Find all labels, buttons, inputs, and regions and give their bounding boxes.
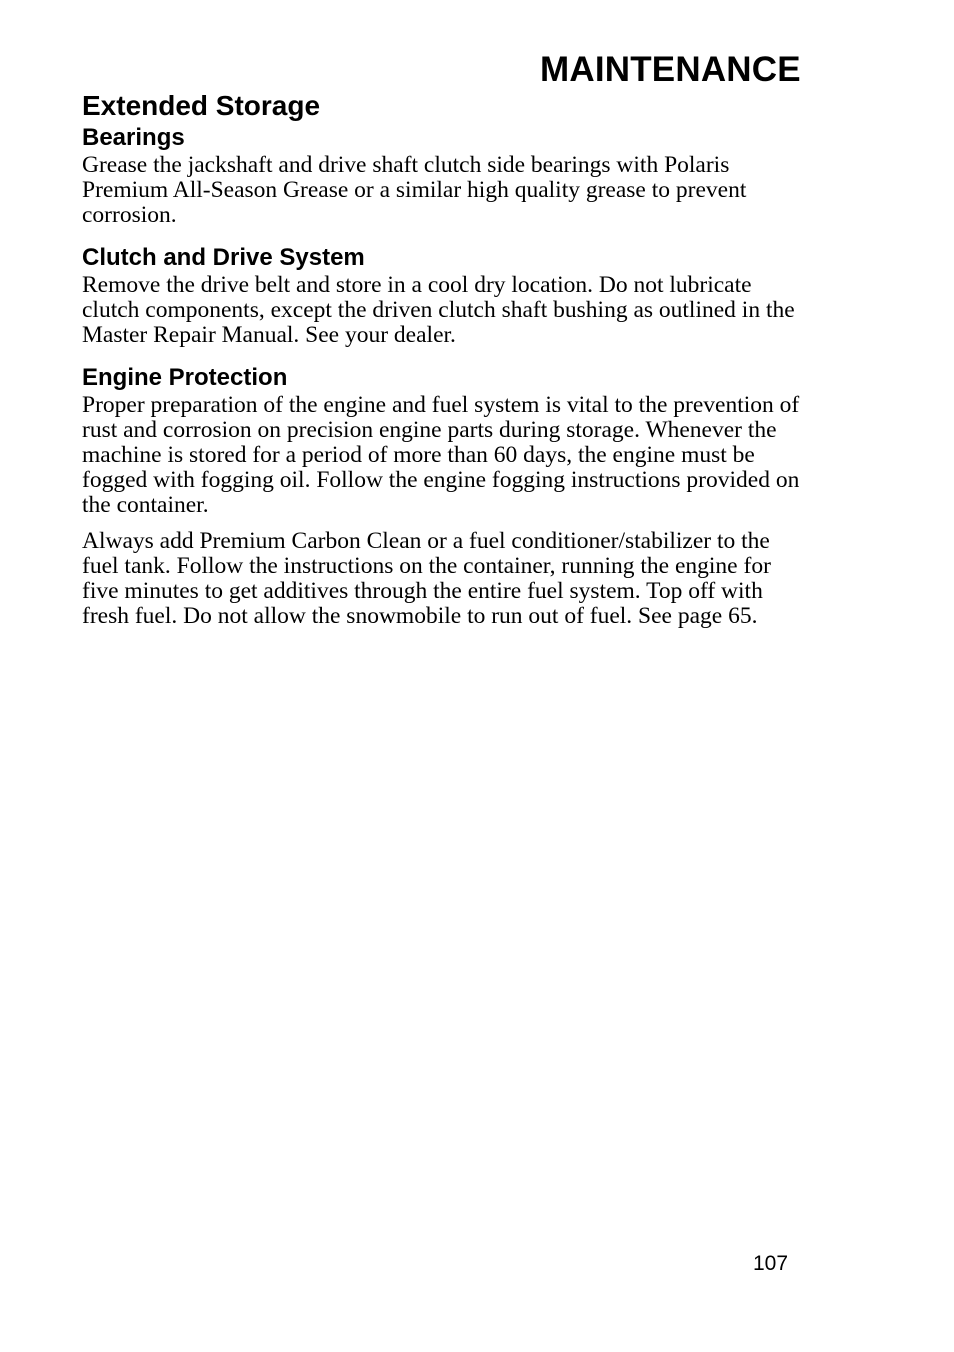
section-title: Extended Storage bbox=[82, 90, 321, 121]
clutch-drive-paragraph: Remove the drive belt and store in a cool dry location. Do not lubricate clutch components, except the driven clutch shaft bushing as outlined in the Master Repair Manual. See your dealer. bbox=[82, 272, 795, 348]
page-number: 107 bbox=[753, 1252, 789, 1275]
engine-protection-paragraph-2: Always add Premium Carbon Clean or a fuel conditioner/stabilizer to the fuel tank. Follow the instructions on the container, running the engine for five minutes to get additives through the entire fuel system. Top off with fresh fuel. Do not allow the snowmobile to run out of fuel. See page 65. bbox=[82, 528, 771, 629]
subsection-heading-clutch-drive: Clutch and Drive System bbox=[82, 244, 365, 271]
page-header-title: MAINTENANCE bbox=[540, 50, 801, 89]
subsection-heading-bearings: Bearings bbox=[82, 124, 185, 151]
subsection-heading-engine-protection: Engine Protection bbox=[82, 364, 288, 391]
page-content bbox=[82, 88, 802, 629]
bearings-paragraph: Grease the jackshaft and drive shaft clutch side bearings with Polaris Premium All-Season Grease or a similar high quality grease to prevent corrosion. bbox=[82, 152, 747, 228]
engine-protection-paragraph-1: Proper preparation of the engine and fuel system is vital to the prevention of rust and corrosion on precision engine parts during storage. Whenever the machine is stored for a period of more than 60 days, the engine must be fogged with fogging oil. Follow the engine fogging instructions provided on the container. bbox=[82, 392, 800, 518]
